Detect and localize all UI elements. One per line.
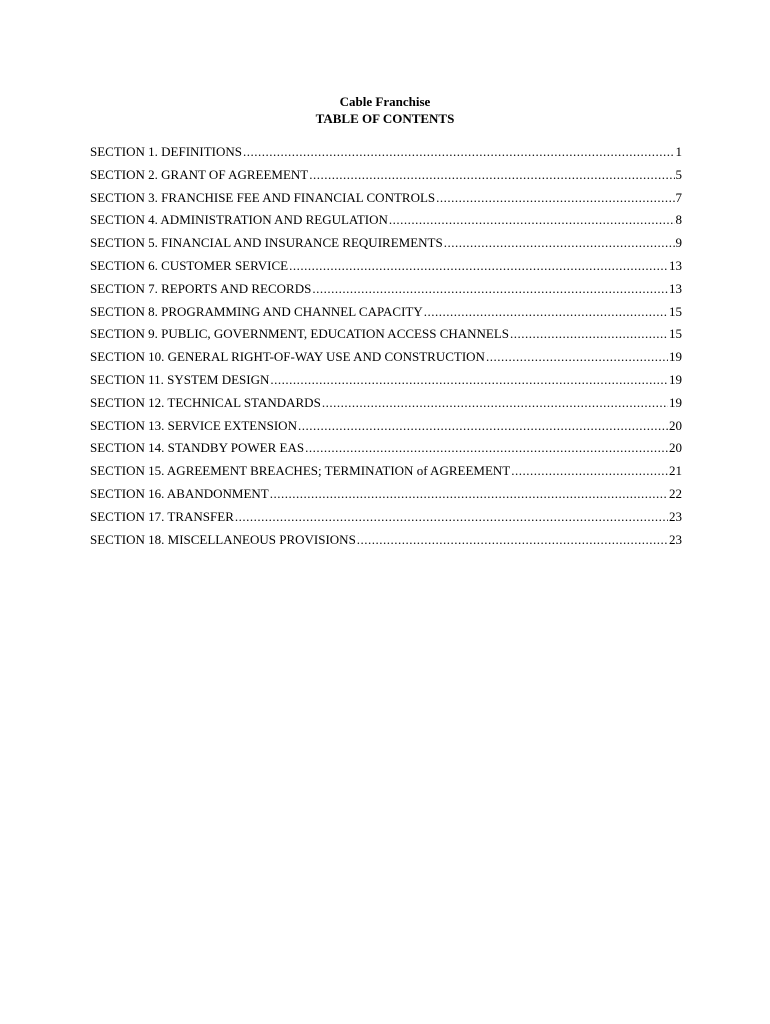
table-of-contents	[90, 144, 682, 554]
toc-entry-label: SECTION 2. GRANT OF AGREEMENT	[90, 166, 309, 182]
dot-leader	[289, 258, 668, 274]
dot-leader	[243, 144, 674, 160]
dot-leader	[357, 532, 668, 548]
toc-entry-label: SECTION 4. ADMINISTRATION AND REGULATION	[90, 212, 388, 228]
toc-entry-page: 7	[675, 189, 682, 205]
toc-entry-label: SECTION 10. GENERAL RIGHT-OF-WAY USE AND CONSTRUCTION	[90, 349, 485, 365]
dot-leader	[389, 212, 675, 228]
toc-entry-label: SECTION 8. PROGRAMMING AND CHANNEL CAPACITY	[90, 303, 423, 319]
toc-entry-page: 5	[675, 166, 682, 182]
toc-entry-section-9[interactable]	[90, 326, 682, 349]
toc-entry-section-15[interactable]	[90, 463, 682, 486]
document-title: Cable Franchise	[339, 94, 431, 109]
toc-entry-section-16[interactable]	[90, 486, 682, 509]
toc-entry-section-8[interactable]	[90, 304, 682, 327]
toc-entry-page: 15	[669, 303, 682, 319]
toc-entry-section-2[interactable]	[90, 167, 682, 190]
toc-entry-page: 15	[669, 326, 682, 342]
toc-entry-page: 1	[675, 144, 682, 159]
toc-entry-section-3[interactable]	[90, 190, 682, 213]
toc-entry-page: 13	[669, 280, 682, 296]
dot-leader	[312, 281, 668, 297]
toc-entry-label: SECTION 18. MISCELLANEOUS PROVISIONS	[90, 531, 356, 547]
toc-entry-page: 20	[669, 417, 682, 433]
toc-entry-page: 9	[675, 235, 682, 251]
dot-leader	[235, 509, 668, 525]
toc-entry-label: SECTION 12. TECHNICAL STANDARDS	[90, 394, 321, 410]
toc-entry-section-18[interactable]	[90, 532, 682, 555]
toc-entry-section-11[interactable]	[90, 372, 682, 395]
toc-entry-label: SECTION 15. AGREEMENT BREACHES; TERMINATION of AGREEMENT	[90, 463, 511, 479]
toc-entry-section-14[interactable]	[90, 440, 682, 463]
toc-entry-page: 20	[669, 440, 682, 456]
toc-entry-section-6[interactable]	[90, 258, 682, 281]
toc-entry-section-7[interactable]	[90, 281, 682, 304]
toc-entry-page: 19	[669, 349, 682, 365]
toc-entry-section-1[interactable]	[90, 144, 682, 167]
toc-entry-section-5[interactable]	[90, 235, 682, 258]
dot-leader	[444, 235, 675, 251]
dot-leader	[270, 372, 668, 388]
toc-entry-page: 21	[669, 463, 682, 479]
toc-entry-label: SECTION 11. SYSTEM DESIGN	[90, 371, 270, 387]
dot-leader	[322, 395, 668, 411]
dot-leader	[511, 463, 668, 479]
toc-entry-label: SECTION 3. FRANCHISE FEE AND FINANCIAL CONTROLS	[90, 189, 436, 205]
toc-entry-section-13[interactable]	[90, 418, 682, 441]
toc-entry-section-4[interactable]	[90, 212, 682, 235]
toc-entry-section-12[interactable]	[90, 395, 682, 418]
toc-entry-page: 22	[669, 485, 682, 501]
toc-entry-page: 19	[669, 371, 682, 387]
dot-leader	[436, 190, 674, 206]
dot-leader	[305, 440, 668, 456]
dot-leader	[424, 304, 668, 320]
dot-leader	[298, 418, 668, 434]
toc-entry-page: 13	[669, 257, 682, 273]
dot-leader	[309, 167, 674, 183]
toc-entry-page: 23	[669, 531, 682, 547]
dot-leader	[270, 486, 668, 502]
toc-entry-page: 8	[675, 212, 682, 228]
toc-entry-label: SECTION 5. FINANCIAL AND INSURANCE REQUIREMENTS	[90, 235, 443, 251]
toc-entry-section-10[interactable]	[90, 349, 682, 372]
toc-heading: TABLE OF CONTENTS	[315, 111, 455, 126]
toc-entry-label: SECTION 16. ABANDONMENT	[90, 485, 269, 501]
dot-leader	[510, 326, 668, 342]
toc-entry-label: SECTION 17. TRANSFER	[90, 508, 234, 524]
toc-entry-section-17[interactable]	[90, 509, 682, 532]
toc-entry-label: SECTION 7. REPORTS AND RECORDS	[90, 280, 312, 296]
toc-entry-label: SECTION 13. SERVICE EXTENSION	[90, 417, 297, 433]
toc-entry-page: 19	[669, 394, 682, 410]
toc-entry-page: 23	[669, 508, 682, 524]
toc-entry-label: SECTION 14. STANDBY POWER EAS	[90, 440, 305, 456]
toc-entry-label: SECTION 9. PUBLIC, GOVERNMENT, EDUCATION ACCESS CHANNELS	[90, 326, 510, 342]
toc-entry-label: SECTION 1. DEFINITIONS	[90, 144, 243, 159]
dot-leader	[486, 349, 668, 365]
toc-entry-label: SECTION 6. CUSTOMER SERVICE	[90, 257, 289, 273]
